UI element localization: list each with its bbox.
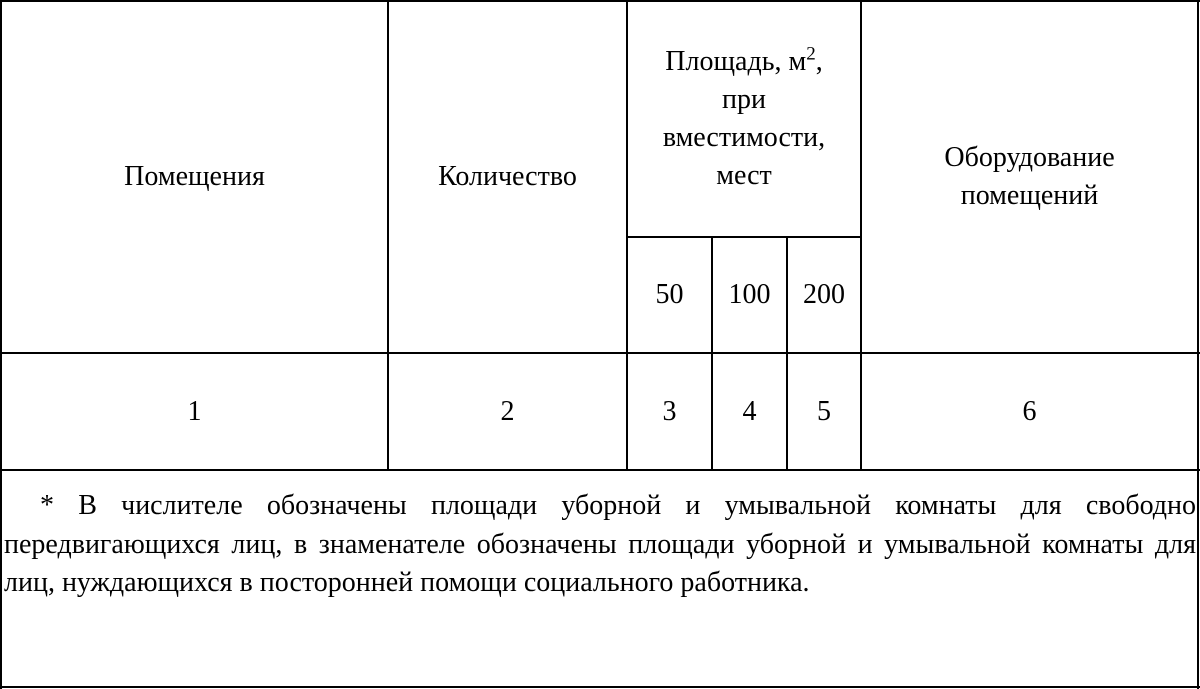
column-number-3-text: 3 (662, 395, 677, 427)
header-area-line3: вместимости, (662, 122, 826, 153)
header-count (389, 2, 626, 352)
column-number-2 (389, 354, 626, 469)
column-number-2-text: 2 (500, 395, 515, 427)
table-border-right (1197, 0, 1199, 689)
column-number-3 (628, 354, 711, 469)
header-rooms (2, 2, 387, 352)
column-number-1 (2, 354, 387, 469)
header-area-comma: , (815, 46, 823, 77)
column-number-1-text: 1 (187, 395, 202, 427)
footnote-text: * В числителе обозначены площади уборной и умывальной комнаты для свободно передвигающихся лиц, в знаменателе обозначены площади уборной и умывальной комнаты для лиц, нуждающихся в посторонней помощи социального работника. (4, 490, 1196, 598)
header-rooms-text: Помещения (124, 161, 265, 192)
header-capacity-200 (788, 238, 860, 352)
column-number-5-text: 5 (817, 395, 831, 427)
capacity-100-text: 100 (728, 279, 771, 310)
header-equipment (862, 2, 1197, 352)
column-number-6 (862, 354, 1197, 469)
header-area-line4: мест (716, 160, 772, 191)
capacity-50-text: 50 (655, 279, 684, 310)
header-area (628, 2, 860, 236)
column-number-6-text: 6 (1022, 395, 1037, 427)
header-area-line2: при (722, 84, 766, 115)
column-number-4 (713, 354, 786, 469)
column-number-4-text: 4 (742, 395, 757, 427)
table-border-bottom (0, 686, 1200, 688)
footnote (4, 487, 1196, 603)
header-capacity-100 (713, 238, 786, 352)
header-equipment-line1: Оборудование (944, 142, 1115, 173)
numbers-bottom-border (0, 469, 1200, 471)
header-capacity-50 (628, 238, 711, 352)
column-number-5 (788, 354, 860, 469)
header-area-line1 (665, 43, 822, 81)
header-equipment-line2: помещений (960, 180, 1099, 211)
capacity-200-text: 200 (803, 279, 845, 310)
header-area-superscript: 2 (806, 43, 816, 65)
header-count-text: Количество (438, 161, 577, 192)
header-area-label: Площадь, м (665, 46, 807, 77)
